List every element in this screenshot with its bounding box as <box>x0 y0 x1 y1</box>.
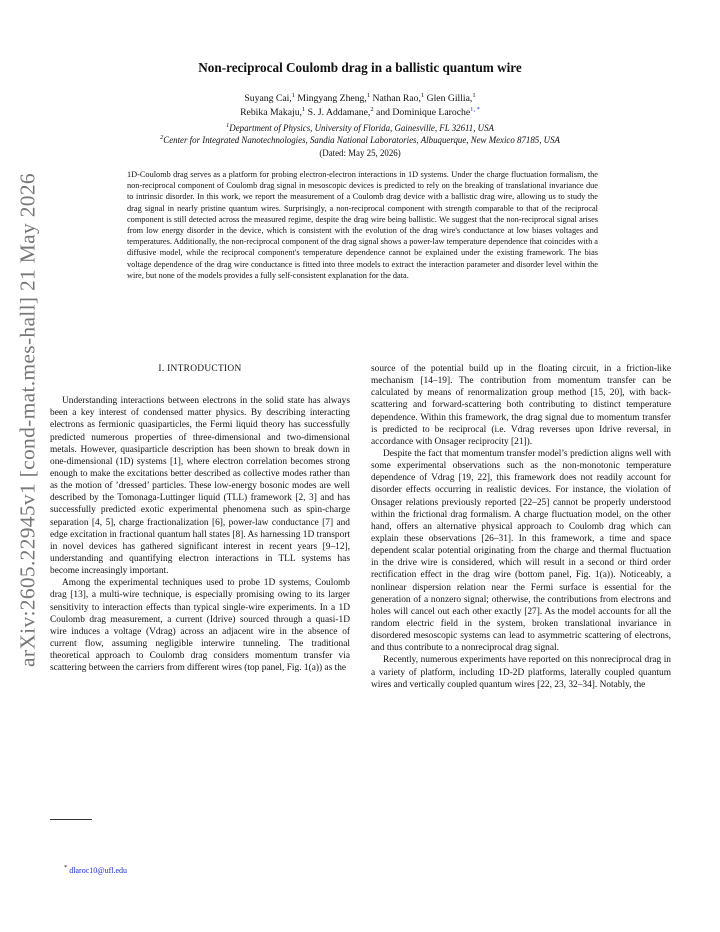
footnote <box>64 866 127 875</box>
affiliation-text: Center for Integrated Nanotechnologies, Sandia National Laboratories, Albuquerque, New Mexico 87185, USA <box>163 135 560 145</box>
author-name: and Dominique Laroche <box>373 107 471 118</box>
section-heading <box>50 363 350 375</box>
footnote-mark: * <box>64 864 68 871</box>
arxiv-id-text: arXiv:2605.22945v1 [cond-mat.mes-hall] 21 May 2026 <box>15 173 40 667</box>
body-paragraph: Despite the fact that momentum transfer model’s prediction aligns well with some experimental observations such as the non-monotonic temperature dependence of Vdrag [19, 22], this framework does not readily account for disorder effects occurring in realistic devices. For instance, the violation of Onsager relations previously reported [22–25] cannot be properly understood within the frictional drag formalism. A charge fluctuation model, on the other hand, offers an alternative physical approach to Coulomb drag which can explain these observations [26–31]. In this framework, a time and space dependent scalar potential originating from the charge and thermal fluctuation in the drive wire is considered, which will result in a second or third order rectification effect in the drag wire (bottom panel, Fig. 1(a)). Noticeably, a nonlinear dispersion relation near the Fermi surface is essential for the generation of a nonzero signal; otherwise, the contributions from electrons and holes will cancel out each other exactly [27]. As the model accounts for all the random electric field in the system, broken translational invariance in disordered mesoscopic systems can lead to asymmetric scattering of electrons, and thus contribute to a nonreciprocal drag signal. <box>371 448 671 654</box>
body-paragraph: Understanding interactions between electrons in the solid state has always been a key interest of condensed matter physics. By describing interacting electrons as fermionic quasiparticles, the Fermi liquid theory has successfully predicted numerous properties of three-dimensional and two-dimensional metals. However, quasiparticle description has been shown to break down in one-dimensional (1D) systems [1], where electron correlation becomes strong enough to make the excitations better described as collective modes rather than as the motion of ’dressed’ particles. These low-energy bosonic modes are well described by the Tomonaga-Luttinger liquid (TLL) framework [2, 3] and has successfully predicted exotic experimental phenomena such as spin-charge separation [4, 5], charge fractionalization [6], power-law conductance [7] and edge excitation in fractional quantum hall states [8]. As harnessing 1D transport in novel devices has gathered significant interest in recent years [9–12], understanding and quantifying electron interactions in TLL systems has become increasingly important. <box>50 396 350 577</box>
body-paragraph: Recently, numerous experiments have reported on this nonreciprocal drag in a variety of platform, including 1D-2D platforms, laterally coupled quantum wires and vertically coupled quantum wires [22, 23, 32–34]. Notably, the <box>371 655 671 690</box>
author-name: Rebika Makaju, <box>240 107 302 118</box>
abstract-text: 1D-Coulomb drag serves as a platform for probing electron-electron interactions in 1D systems. Under the charge fluctuation formalism, the non-reciprocal component of Coulomb drag signal in mesoscopic devices is predicted to rely on the breaking of translational invariance due to intrinsic disorder. In this work, we report the measurement of a Coulomb drag device with a ballistic drag wire, allowing us to study the drag signal in nearly pristine quantum wires. Surprisingly, a non-reciprocal component with strength comparable to that of the reciprocal component is still detected across the measured regime, despite the drag wire being ballistic. We suggest that the non-reciprocal signal arises from low energy disorder in the device, which is consistent with the evolution of the drag wire's conductance at low biases voltages and temperatures. Additionally, the non-reciprocal component of the drag signal shows a power-law temperature dependence that coincides with a diffusive model, while the reciprocal component's temperature dependence cannot be explained under the existing framework. The bias voltage dependence of the drag wire conductance is fitted into three models to extract the interaction parameter and disorder level within the wire, but none of the models provides a fully self-consistent explanation for the data. <box>127 170 598 280</box>
affil-sup: 1 <box>226 122 230 129</box>
author-line-1 <box>0 92 720 106</box>
author-affil-sup: 1 <box>420 92 425 99</box>
dated-line: (Dated: May 25, 2026) <box>319 148 401 158</box>
paper-title: Non-reciprocal Coulomb drag in a ballistic quantum wire <box>198 60 522 75</box>
author-affil-sup: 1 <box>472 92 476 99</box>
author-name: S. J. Addamane, <box>305 107 371 118</box>
left-column <box>50 363 350 674</box>
arxiv-identifier-sidebar <box>4 150 52 690</box>
body-paragraph: source of the potential build up in the floating circuit, in a friction-like mechanism [14–19]. The contribution from momentum transfer can be calculated by means of renormalization group method [15, 20], with back-scattering and forward-scattering both contributing to distinct temperature dependence. Within this framework, the drag signal due to momentum transfer is predicted to be reciprocal (i.e. Vdrag reverses upon Idrive reversal, in accordance with Onsager reciprocity [21]). <box>371 364 671 447</box>
affiliations <box>0 122 720 146</box>
footnote-rule <box>50 819 92 820</box>
affiliation-text: Department of Physics, University of Florida, Gainesville, FL 32611, USA <box>229 123 494 133</box>
right-column <box>371 363 671 691</box>
author-name: Mingyang Zheng, <box>294 93 367 104</box>
abstract <box>127 169 598 281</box>
author-name: Nathan Rao, <box>370 93 421 104</box>
affiliation-1 <box>0 122 720 134</box>
author-name: Suyang Cai, <box>244 93 292 104</box>
author-affil-sup: 1 <box>291 92 295 99</box>
author-list <box>0 92 720 120</box>
section-heading-text: I. INTRODUCTION <box>158 364 242 374</box>
email-link[interactable]: dlaroc10@ufl.edu <box>69 866 128 875</box>
affil-sup: 2 <box>160 134 164 141</box>
author-affil-sup: 2 <box>370 106 374 113</box>
author-affil-sup-link[interactable]: 1, * <box>470 106 480 113</box>
affiliation-2 <box>0 134 720 146</box>
body-paragraph: Among the experimental techniques used to probe 1D systems, Coulomb drag [13], a multi-wire technique, is especially promising owing to its larger sensitivity to interaction effects than typical single-wire experiments. In a 1D Coulomb drag measurement, a current (Idrive) sourced through a quasi-1D wire induces a voltage (Vdrag) across an adjacent wire in the absence of current flow, assuming negligible interwire tunneling. The traditional theoretical approach to Coulomb drag considers momentum transfer via scattering between the carriers from different wires (top panel, Fig. 1(a)) as the <box>50 578 350 674</box>
author-affil-sup: 1 <box>366 92 371 99</box>
author-affil-sup: 1 <box>301 106 306 113</box>
author-line-2 <box>0 106 720 120</box>
author-name: Glen Gillia, <box>424 93 473 104</box>
